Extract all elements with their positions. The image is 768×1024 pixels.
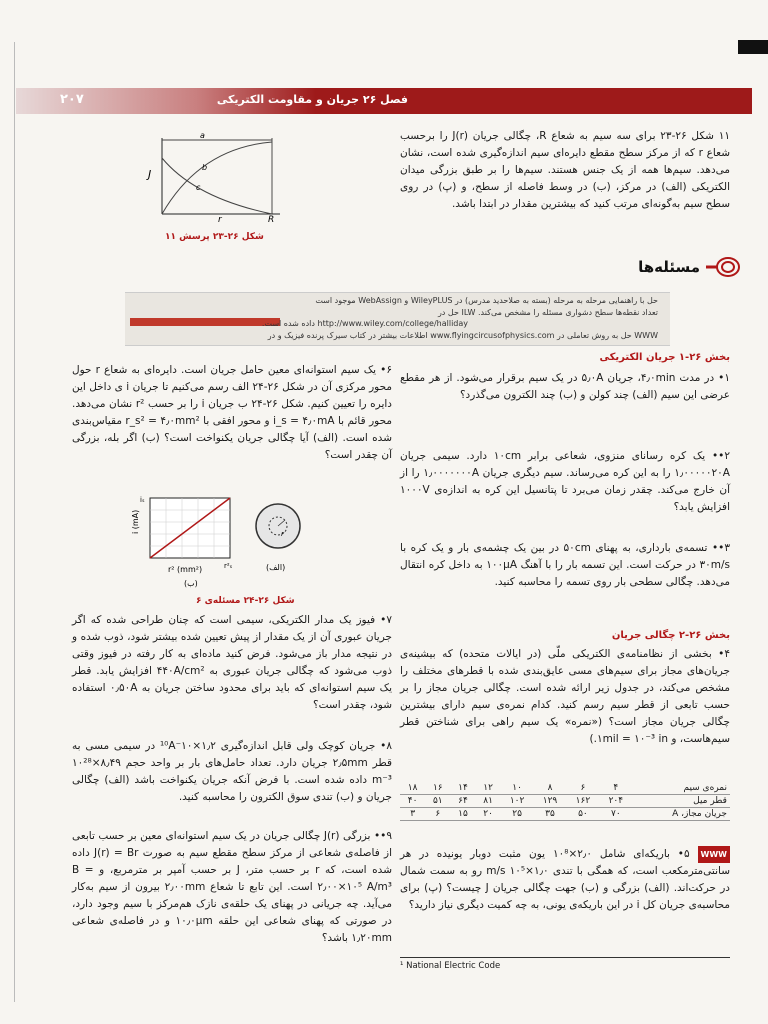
table-cell: ۸ [534,782,567,795]
table-cell: ۲۰ [476,808,501,821]
section-26-1-title: بخش ۲۶-۱ جریان الکتریکی [599,352,730,363]
www-badge: WWW [698,846,730,863]
table-cell: ۷۰ [599,808,632,821]
fig24-is-label: iₛ [140,496,145,504]
table-cell: ۴ [599,782,632,795]
table-row [400,795,730,808]
table-cell: ۳ [400,808,425,821]
banner-line-3: http://www.wiley.com/college/halliday داده شده است. [261,319,468,328]
problem-9: ۹•• بزرگی J(r) چگالی جریان در یک سیم استوانه‌ای معین بر حسب تابعی از فاصله‌ی شعاعی از مرکز سطح مقطع سیم به صورت J(r) = Br داده شده است، که r بر حسب متر، J بر حسب آمپر بر مترمربع، و B = ۲٫۰۰×۱۰⁵ A/m³ است. این تابع تا شعاع ۲٫۰۰mm بیرون از سیم به‌کار می‌آید. چه جریانی در پهنای یک حلقه‌ی نازک هم‌مرکز با سیم وجود دارد، در صورتی که پهنای شعاعی این حلقه ۱۰٫۰μm و در فاصله‌ی شعاعی ۱٫۲۰mm باشد؟ [72,830,393,944]
page-binding-edge [14,42,15,1002]
table-cell: ۸۱ [476,795,501,808]
problem-8: ۸• جریان کوچک ولی قابل اندازه‌گیری ۱٫۲×۱۰⁻¹⁰A در سیمی مسی به قطر ۲٫۵mm جریان دارد. تعداد حامل‌های بار بر واحد حجم ۸٫۴۹×۱۰²⁸ m⁻³ داده شده است. با فرض آنکه جریان یکنواخت باشد (الف) چگالی جریان و (ب) تندی سوق الکترون را محاسبه کنید. [72,740,393,803]
figure-26-23 [140,128,285,223]
wire-gauge-table [400,782,730,821]
table-cell: ۱۲ [476,782,501,795]
table-cell: ۱۰۲ [501,795,534,808]
section-26-2-title: بخش ۲۶-۲ چگالی جریان [611,630,730,641]
problem-1: ۱• در مدت ۴٫۰min، جریان ۵٫۰A در یک سیم برقرار می‌شود. از هر مقطع عرضی این سیم (الف) چند کولن و (ب) چند الکترون می‌گذرد؟ [400,372,730,401]
figure-26-24-caption: شکل ۲۶-۲۴ مسئله‌ی ۶ [196,596,295,606]
fig24-rs-label: r²ₛ [224,562,233,570]
table-cell: ۱۲۹ [534,795,567,808]
fig24-x-label: r² (mm²) [168,565,203,574]
banner-link-strip [130,318,280,326]
problem-5 [400,846,730,914]
problem-6: ۶• یک سیم استوانه‌ای معین حامل جریان است. دایره‌ای به شعاع r حول محور مرکزی آن در شکل ۲۶-۲۴ الف رسم می‌کنیم تا جریان i ی داخل این دایره را تعیین کنیم. شکل ۲۶-۲۴ ب جریان i را بر حسب r² نشان می‌دهد. محور قائم با i_s = ۴٫۰mA و محور افقی با r_s² = ۴٫۰mm² مقیاس‌بندی شده است. (الف) آیا چگالی جریان یکنواخت است؟ (ب) اگر بله، بزرگی آن چقدر است؟ [72,364,393,461]
figure-26-23-caption: شکل ۲۶-۲۳ پرسش ۱۱ [165,232,264,242]
fig24-r-label: r [281,530,284,538]
table-cell: ۱۶ [425,782,450,795]
table-cell: ۳۵ [534,808,567,821]
banner-line-1: حل با راهنمایی مرحله به مرحله (بسته به صلاحدید مدرس) در WileyPLUS و WebAssign موجود است [315,296,658,305]
banner-line-4: WWW حل به روش تعاملی در www.flyingcircusofphysics.com اطلاعات بیشتر در کتاب سیرک پرنده فیزیک و در [267,331,658,340]
footnote-rule [400,957,730,958]
page-number: ۲۰۷ [60,92,84,107]
fig23-curve-a: a [200,131,205,140]
table-cell: ۴۰ [400,795,425,808]
fig23-curve-b: b [202,163,208,172]
table-cell: ۱۸ [400,782,425,795]
table-row [400,808,730,821]
fig23-x-label: r [218,215,222,223]
fig23-curve-c: c [196,183,201,192]
fig24-b-label: (ب) [184,579,198,588]
fig23-x-end: R [268,215,275,223]
problems-logo-icon [706,256,740,278]
problem-7: ۷• فیوز یک مدار الکتریکی، سیمی است که چنان طراحی شده که اگر جریان عبوری آن از یک مقدار از پیش تعیین شده بیشتر شود، ذوب شده و در نتیجه مدار باز می‌شود. فرض کنید ماده‌ای به کار رفته در فیوز وقتی ذوب می‌شود که چگالی جریان عبوری به ۴۴۰A/cm² افزایش یابد. قطر یک سیم استوانه‌ای که باید برای محدود ساختن جریان به ۰٫۵۰A استفاده شود، چقدر است؟ [72,614,392,711]
fig24-a-label: (الف) [266,563,286,572]
table-cell: ۶۴ [450,795,475,808]
table-cell: ۶ [425,808,450,821]
problem-5-text: ۵• باریکه‌ای شامل ۲٫۰×۱۰⁸ یون مثبت دوبار یونیده در هر سانتی‌مترمکعب است، که همگی با تندی ۱٫۰×۱۰⁵ m/s رو به سمت شمال در حرکت‌اند. (الف) بزرگی و (ب) جهت چگالی جریان J چیست؟ (پ) برای محاسبه‌ی جریان کل i در این باریکه‌ی یونی، به چه کمیت دیگری نیاز دارید؟ [400,848,730,911]
table-row-label: جریان مجاز، A [632,808,730,821]
chapter-title: فصل ۲۶ جریان و مقاومت الکتریکی [216,93,408,106]
table-row-label: نمره‌ی سیم [632,782,730,795]
fig24-y-label: i (mA) [131,509,140,534]
table-row-label: قطر میل [632,795,730,808]
banner-line-2: تعداد نقطه‌ها سطح دشواری مسئله را مشخص می‌کند. ILW حل در [437,308,658,317]
question-11: ۱۱ شکل ۲۶-۲۳ برای سه سیم به شعاع R، چگالی جریان J(r) را برحسب شعاع r که از مرکز سطح مقطع دایره‌ای سیم اندازه‌گیری شده است، نشان می‌دهد. سیم‌ها همه از یک جنس هستند. سیم‌ها را بر طبق بزرگی میدان الکتریکی (الف) در مرکز، (ب) در وسط فاصله از سطح، و (پ) در روی سطح سیم به‌گونه‌ای مرتب کنید که بیشترین مقدار در ابتدا باشد. [400,130,731,210]
table-cell: ۱۰ [501,782,534,795]
page-corner-tab [738,40,768,54]
table-row [400,782,730,795]
problem-3: ۳•• تسمه‌ی بارداری، به پهنای ۵۰cm در بین یک چشمه‌ی بار و یک کره با ۳۰m/s در حرکت است. این تسمه بار را با آهنگ ۱۰۰μA به داخل کره انتقال می‌دهد. چگالی سطحی بار روی تسمه را محاسبه کنید. [400,542,730,588]
table-cell: ۱۵ [450,808,475,821]
table-cell: ۱۶۲ [566,795,599,808]
problems-title: مسئله‌ها [638,258,700,276]
table-cell: ۶ [566,782,599,795]
table-cell: ۵۰ [566,808,599,821]
table-cell: ۲۵ [501,808,534,821]
table-cell: ۱۴ [450,782,475,795]
table-cell: ۲۰۴ [599,795,632,808]
footnote: ¹ National Electric Code [400,961,501,971]
problem-4: ۴• بخشی از نظامنامه‌ی الکتریکی ملّی (در ایالات متحده) که بیشینه‌ی جریان‌های مجاز برای سیم‌های مسی عایق‌بندی شده با قطرهای مختلف را مشخص می‌کند، در جدول زیر ارائه شده است. چگالی جریان مجاز را بر حسب تابعی از قطر سیم رسم کنید. کدام نمره‌ی سیم دارای بیشترین چگالی جریان مجاز است؟ («نمره» یک سیم راهی برای شناختن قطر سیم‌هاست، و ۱mil = ۱۰⁻³ in.) [400,648,730,745]
problem-2: ۲•• یک کره رسانای منزوی، شعاعی برابر ۱۰cm دارد. سیمی جریان ۱٫۰۰۰۰۰۲۰A را به این کره می‌رساند. سیم دیگری جریان ۱٫۰۰۰۰۰۰۰A را از آن خارج می‌کند. چقدر زمان می‌برد تا پتانسیل این کره به اندازه‌ی ۱۰۰۰V افزایش یابد؟ [400,450,730,513]
table-cell: ۵۱ [425,795,450,808]
figure-26-24 [120,490,320,590]
fig23-y-label: J [148,168,152,181]
